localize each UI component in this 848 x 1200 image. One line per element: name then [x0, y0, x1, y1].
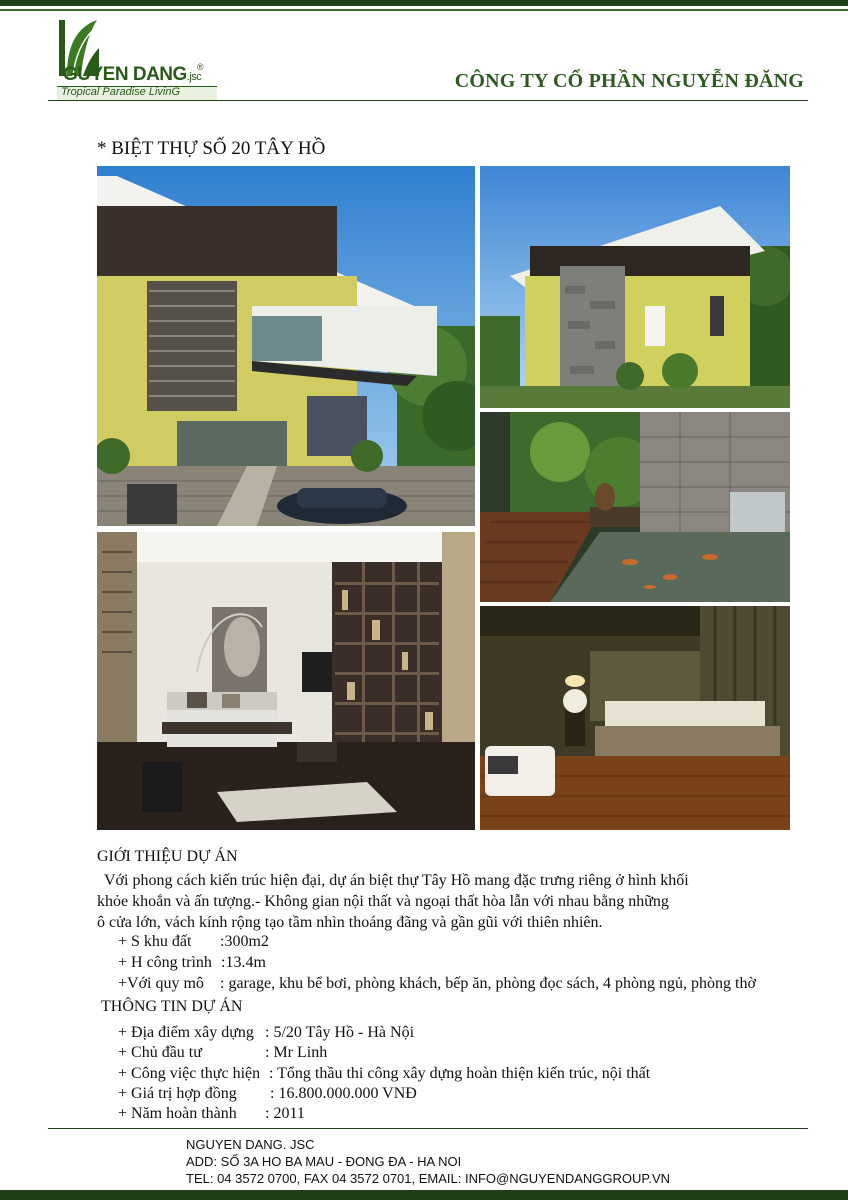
intro-heading: GIỚI THIỆU DỰ ÁN	[97, 848, 238, 865]
info-value: : 16.800.000.000 VNĐ	[270, 1085, 417, 1102]
top-border-line	[0, 9, 848, 11]
logo-tagline: Tropical Paradise LivinG	[61, 86, 181, 98]
info-label: + Công việc thực hiện	[118, 1065, 261, 1082]
spec-value: :300m2	[220, 933, 269, 950]
info-label: + Địa điểm xây dựng	[118, 1024, 254, 1041]
villa-exterior-photo	[97, 166, 475, 526]
footer-contact: TEL: 04 3572 0700, FAX 04 3572 0701, EMAIL: INFO@NGUYENDANGGROUP.VN	[186, 1171, 671, 1186]
info-value: : Mr Linh	[265, 1044, 328, 1061]
spec-label: + S khu đất	[118, 933, 192, 950]
company-logo	[57, 18, 232, 98]
spec-label: + H công trình	[118, 954, 212, 971]
info-heading: THÔNG TIN DỰ ÁN	[101, 998, 243, 1015]
intro-paragraph-line: ô cửa lớn, vách kính rộng tạo tầm nhìn thoáng đãng và gần gũi với thiên nhiên.	[97, 914, 603, 931]
spec-label: +Với quy mô	[118, 975, 204, 992]
spec-value: :13.4m	[221, 954, 266, 971]
logo-suffix: .jsc	[186, 71, 202, 83]
footer-company: NGUYEN DANG. JSC	[186, 1137, 315, 1152]
pool-water-feature-photo	[480, 412, 790, 602]
company-name: CÔNG TY CỔ PHẦN NGUYỄN ĐĂNG	[454, 70, 804, 92]
header-divider	[48, 100, 808, 101]
info-value: : Tổng thầu thi công xây dựng hoàn thiện kiến trúc, nội thất	[269, 1065, 651, 1082]
info-label: + Năm hoàn thành	[118, 1105, 237, 1122]
info-value: : 2011	[265, 1105, 305, 1122]
spec-value: : garage, khu bể bơi, phòng khách, bếp ăn, phòng đọc sách, 4 phòng ngủ, phòng thờ	[220, 975, 756, 992]
intro-paragraph-line: khỏe khoắn và ấn tượng.- Không gian nội thất và ngoại thất hòa lẫn với nhau bằng những	[97, 893, 669, 910]
villa-side-photo	[480, 166, 790, 408]
bedroom-photo	[480, 606, 790, 830]
footer-divider	[48, 1128, 808, 1129]
footer-address: ADD: SỐ 3A HO BA MAU - ĐONG ĐA - HA NOI	[186, 1154, 462, 1169]
living-room-photo	[97, 532, 475, 830]
info-label: + Giá trị hợp đồng	[118, 1085, 237, 1102]
logo-registered-mark: ®	[197, 62, 204, 72]
project-title: * BIỆT THỰ SỐ 20 TÂY HỒ	[97, 138, 326, 159]
info-value: : 5/20 Tây Hồ - Hà Nội	[265, 1024, 415, 1041]
bottom-border-bar	[0, 1190, 848, 1200]
top-border-bar	[0, 0, 848, 6]
info-label: + Chủ đầu tư	[118, 1044, 202, 1061]
logo-brand: GUYEN DANG.jsc	[63, 64, 202, 85]
intro-paragraph-line: Với phong cách kiến trúc hiện đại, dự án biệt thự Tây Hồ mang đặc trưng riêng ở hình khối	[104, 872, 689, 889]
